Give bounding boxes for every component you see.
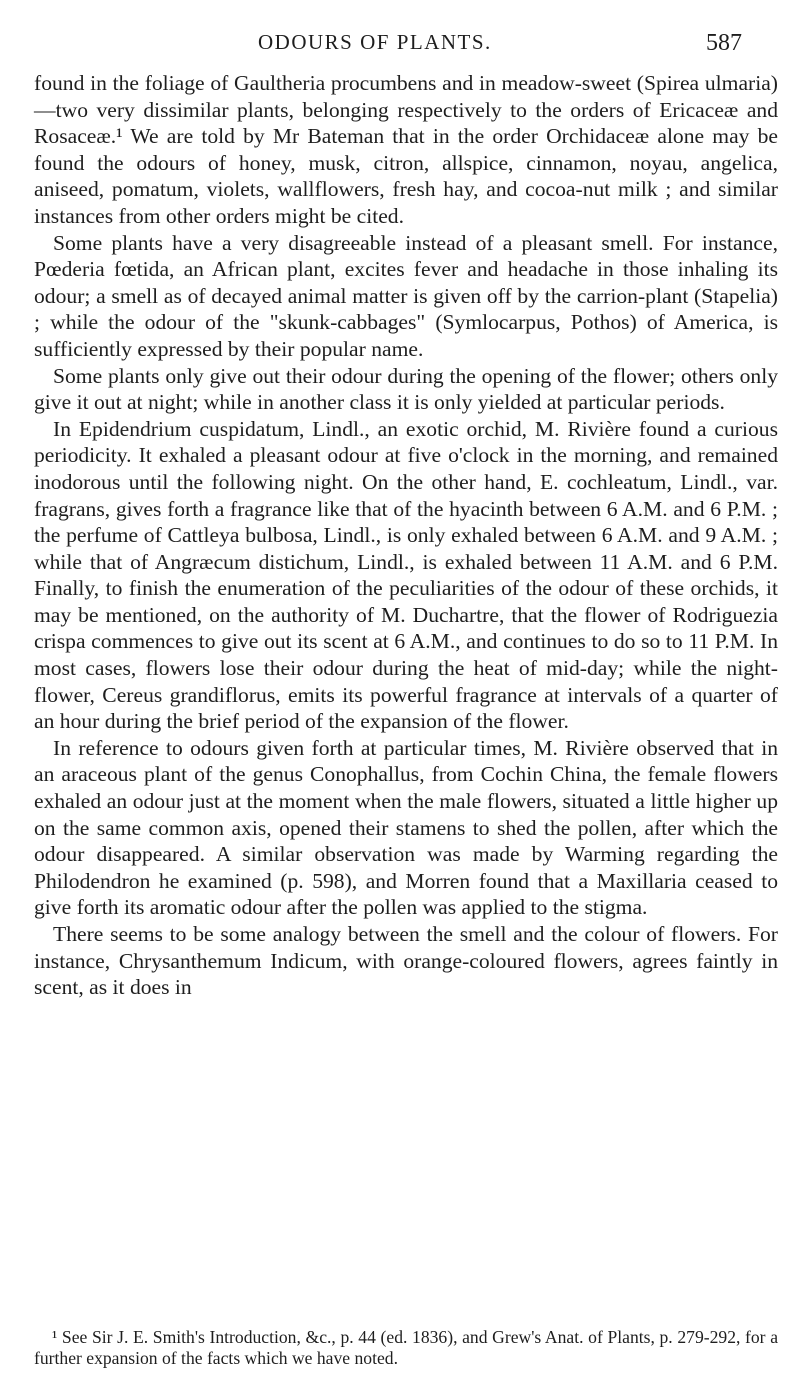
page-number: 587: [706, 30, 742, 56]
paragraph: Some plants have a very disagreeable instead of a pleasant smell. For instance, Pœderia fœtida, an African plant, excites fever and headache in those inhaling its odour; a smell as of decayed animal matter is given off by the carrion-plant (Stapelia) ; while the odour of the "skunk-cabbages" (Symlocarpus, Pothos) of America, is sufficiently expressed by their popular name.: [34, 230, 778, 361]
paragraph: Some plants only give out their odour during the opening of the flower; others only give it out at night; while in another class it is only yielded at particular periods.: [34, 363, 778, 415]
footnote: ¹ See Sir J. E. Smith's Introduction, &c., p. 44 (ed. 1836), and Grew's Anat. of Plants, p. 279-292, for a further expansion of the facts which we have noted.: [34, 1327, 778, 1368]
page-header: [258, 30, 760, 66]
running-head: ODOURS OF PLANTS.: [258, 30, 492, 54]
body-text: [34, 70, 778, 1001]
paragraph: There seems to be some analogy between the smell and the colour of flowers. For instance, Chrysanthemum Indicum, with orange-coloured flowers, agrees faintly in scent, as it does in: [34, 922, 778, 1000]
paragraph: In reference to odours given forth at particular times, M. Rivière observed that in an araceous plant of the genus Conophallus, from Cochin China, the female flowers exhaled an odour just at the moment when the male flowers, situated a little higher up on the same common axis, opened their stamens to shed the pollen, after which the odour disappeared. A similar observation was made by Warming regarding the Philodendron he examined (p. 598), and Morren found that a Maxillaria ceased to give forth its aromatic odour after the pollen was applied to the stigma.: [34, 735, 778, 920]
paragraph: found in the foliage of Gaultheria procumbens and in meadow-sweet (Spirea ulmaria)—two very dissimilar plants, belonging respectively to the orders of Ericaceæ and Rosaceæ.¹ We are told by Mr Bateman that in the order Orchidaceæ alone may be found the odours of honey, musk, citron, allspice, cinnamon, noyau, angelica, aniseed, pomatum, violets, wallflowers, fresh hay, and cocoa-nut milk ; and similar instances from other orders might be cited.: [34, 71, 778, 228]
footnotes: [34, 1327, 778, 1369]
paragraph: In Epidendrium cuspidatum, Lindl., an exotic orchid, M. Rivière found a curious periodicity. It exhaled a pleasant odour at five o'clock in the morning, and remained inodorous until the following night. On the other hand, E. cochleatum, Lindl., var. fragrans, gives forth a fragrance like that of the hyacinth between 6 A.M. and 6 P.M. ; the perfume of Cattleya bulbosa, Lindl., is only exhaled between 6 A.M. and 9 A.M. ; while that of Angræcum distichum, Lindl., is exhaled between 11 A.M. and 6 P.M. Finally, to finish the enumeration of the peculiarities of the odour of these orchids, it may be mentioned, on the authority of M. Duchartre, that the flower of Rodriguezia crispa commences to give out its scent at 6 A.M., and continues to do so to 11 P.M. In most cases, flowers lose their odour during the heat of mid-day; while the night-flower, Cereus grandiflorus, emits its powerful fragrance at intervals of a quarter of an hour during the brief period of the expansion of the flower.: [34, 416, 778, 734]
